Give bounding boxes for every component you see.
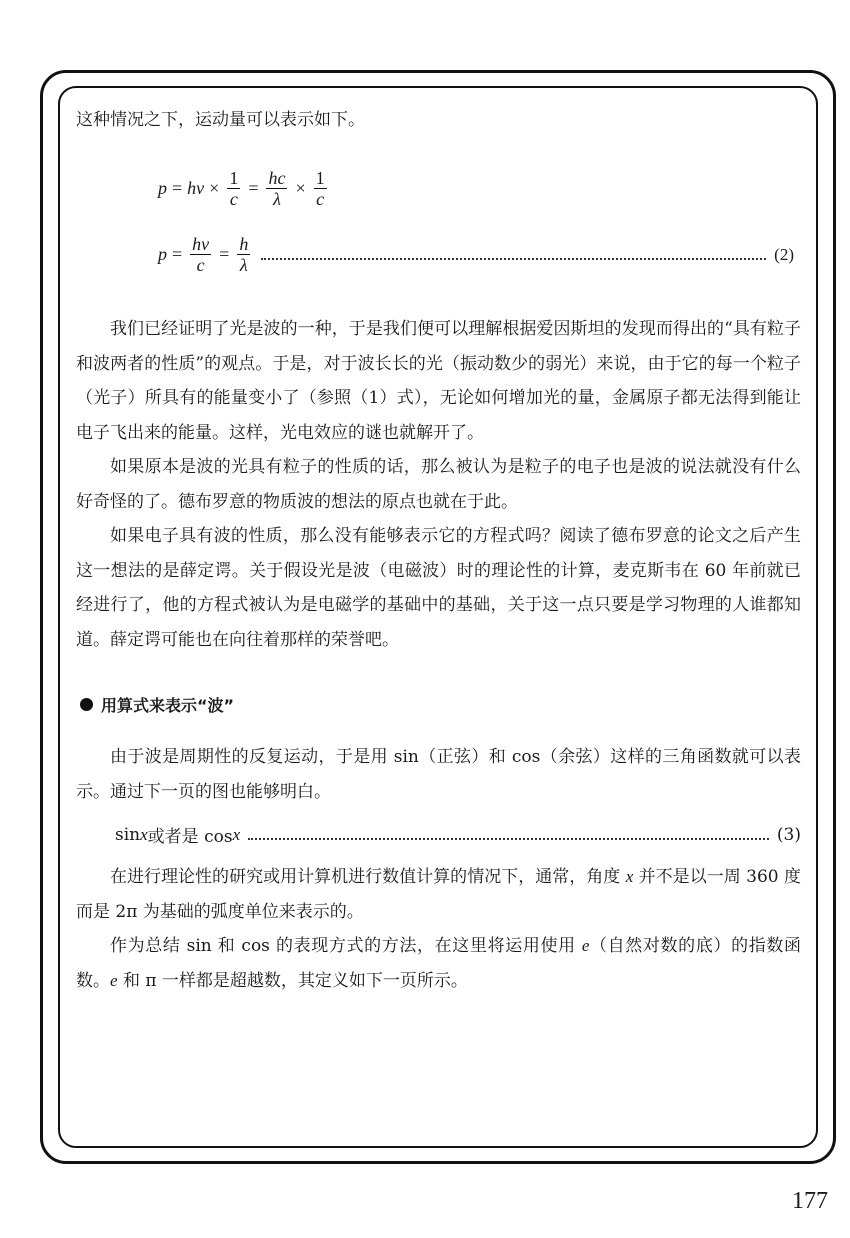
eq3-number: (3) — [776, 824, 801, 845]
equation-3 — [115, 822, 801, 847]
equation-2 — [158, 234, 794, 275]
s3-var-e1: e — [581, 936, 590, 955]
eq2-leader-dots — [261, 258, 766, 260]
page-number: 177 — [792, 1188, 828, 1214]
eq1-fraction-1 — [227, 168, 240, 209]
s3-var-e2: e — [110, 970, 118, 990]
eq3-or: 或者是 cos — [147, 827, 233, 847]
eq2-number: (2) — [774, 244, 794, 264]
section-paragraph-3 — [76, 929, 801, 998]
eq1-hv: hv — [187, 178, 205, 198]
intro-line: 这种情况之下，运动量可以表示如下。 — [76, 110, 365, 130]
eq1-frac1-num: 1 — [229, 168, 239, 188]
s3-part-a: 作为总结 sin 和 cos 的表现方式的方法，在这里将运用使用 — [110, 936, 582, 956]
paragraph-1: 我们已经证明了光是波的一种，于是我们便可以理解根据爱因斯坦的发现而得出的“具有粒子和波两者的性质”的观点。于是，对于波长长的光（振动数少的弱光）来说，由于它的每一个粒子（光子）所具有的能量变小了（参照（1）式），无论如何增加光的量，金属原子都无法得到能让电子飞出来的能量。这样，光电效应的谜也就解开了。 — [76, 319, 801, 443]
section-heading — [80, 693, 234, 716]
eq1-frac3-num: 1 — [315, 168, 325, 188]
section-heading-text: 用算式来表示“波” — [101, 696, 235, 715]
body-text — [76, 312, 801, 657]
eq1-equals-1: = — [172, 178, 183, 198]
paragraph-2: 如果原本是波的光具有粒子的性质的话，那么被认为是粒子的电子也是波的说法就没有什么好奇怪的了。德布罗意的物质波的想法的原点也就在于此。 — [76, 457, 801, 512]
eq3-sin: sin — [115, 824, 141, 845]
eq3-leader-dots — [248, 838, 769, 840]
eq1-times-1: × — [209, 178, 220, 198]
eq2-frac1-num: hv — [192, 234, 210, 254]
eq1-frac2-num: hc — [268, 168, 286, 188]
s3-part-b: （自然对数的底）的指数函数。 — [76, 936, 802, 991]
eq2-frac2-num: h — [239, 234, 249, 254]
eq1-frac2-den: λ — [273, 189, 281, 209]
paragraph-3: 如果电子具有波的性质，那么没有能够表示它的方程式吗？阅读了德布罗意的论文之后产生这一想法的是薛定谔。关于假设光是波（电磁波）时的理论性的计算，麦克斯韦在 60 年前就已经进行了，他的方程式被认为是电磁学的基础中的基础，关于这一点只要是学习物理的人谁都知道。薛定谔可能也在向往着那样的荣誉吧。 — [76, 526, 801, 650]
s2-part-a: 在进行理论性的研究或用计算机进行数值计算的情况下，通常，角度 — [110, 867, 626, 887]
eq2-lhs: p — [158, 244, 167, 264]
eq2-frac2-den: λ — [239, 255, 248, 275]
section-text-2 — [76, 860, 801, 998]
eq3-x1: x — [140, 824, 148, 844]
eq1-frac1-den: c — [229, 189, 238, 209]
eq1-frac3-den: c — [316, 189, 325, 209]
section-paragraph-2 — [76, 860, 801, 929]
section-paragraph-1: 由于波是周期性的反复运动，于是用 sin（正弦）和 cos（余弦）这样的三角函数就可以表示。通过下一页的图也能够明白。 — [76, 747, 801, 802]
s3-part-c: 和 π 一样都是超越数，其定义如下一页所示。 — [117, 970, 468, 991]
equation-1 — [158, 168, 330, 209]
s2-var-x: x — [625, 867, 634, 886]
section-text-1 — [76, 740, 801, 809]
eq1-times-2: × — [295, 178, 306, 198]
s2-part-b: 并不是以一周 360 度而是 2π 为基础的弧度单位来表示的。 — [76, 867, 801, 922]
eq2-fraction-2 — [237, 234, 250, 275]
eq2-fraction-1 — [190, 234, 211, 275]
eq1-equals-2: = — [248, 178, 259, 198]
bullet-icon — [80, 698, 93, 711]
eq1-lhs: p — [158, 178, 167, 198]
eq2-equals-2: = — [219, 244, 230, 264]
eq1-fraction-2 — [266, 168, 287, 209]
eq3-x2: x — [232, 824, 241, 844]
eq2-frac1-den: c — [196, 255, 205, 275]
eq2-equals-1: = — [172, 244, 183, 264]
eq1-fraction-3 — [314, 168, 327, 209]
